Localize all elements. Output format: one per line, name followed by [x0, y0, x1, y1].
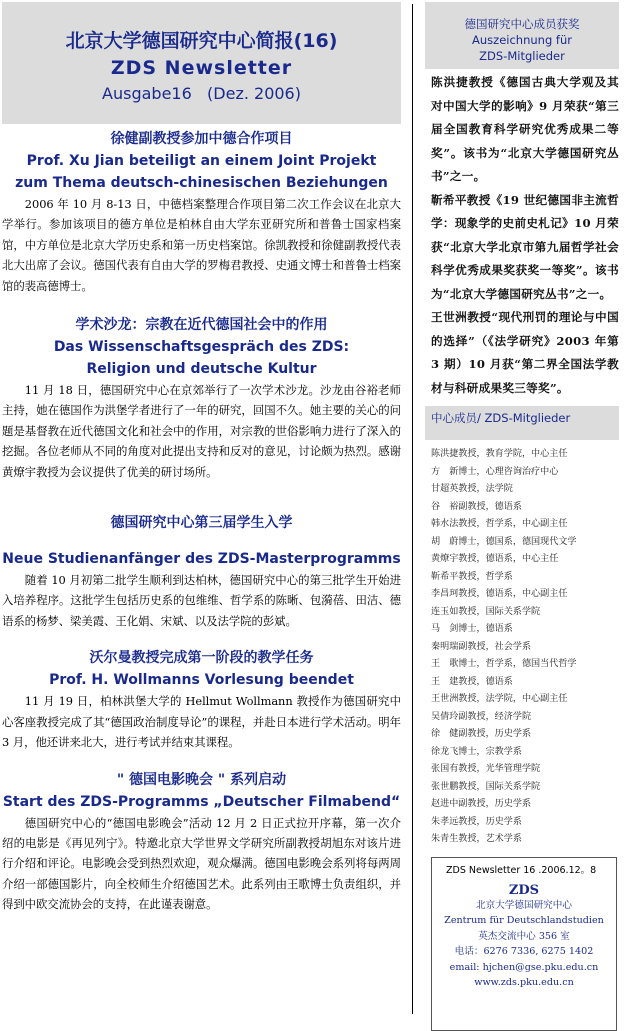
article [2, 647, 401, 752]
award-item: 王世洲教授“现代刑罚的理论与中国的选择”（《法学研究》2003 年第 3 期）10 月获“第二界全国法学教材与科研成果奖三等奖”。 [431, 310, 619, 395]
award-item: 靳希平教授《19 世纪德国非主流哲学：现象学的史前史札记》10 月荣获“北京大学北京市第九届哲学社会科学优秀成果奖获奖一等奖”。该书为“北京大学德国研究丛书”之一。 [431, 192, 619, 301]
article-heading-cn: 沃尔曼教授完成第一阶段的教学任务 [89, 650, 314, 667]
award-heading-box [425, 2, 619, 69]
article-body: 随着 10 月初第二批学生顺利到达柏林，德国研究中心的第三批学生开始进入培养程序。这批学生包括历史系的包维维、哲学系的陈晰、包漪蓓、田洁、德语系的杨梦、梁美霞、王化娟、宋斌、以及法学院的彭斌。 [2, 573, 401, 628]
member-item: 赵进中副教授，历史学系 [431, 799, 532, 809]
member-item: 徐龙飞博士，宗教学系 [431, 746, 522, 757]
article [2, 128, 401, 296]
member-item: 李昌珂教授，德语系，中心副主任 [431, 589, 568, 599]
member-item: 张世鹏教授，国际关系学院 [431, 781, 541, 792]
member-item: 王 歌博士，哲学系，德国当代哲学 [431, 659, 577, 669]
issue-line: Ausgabe16 (Dez. 2006) [102, 84, 301, 103]
article [2, 314, 401, 482]
member-item: 徐 健副教授，历史学系 [431, 729, 532, 739]
article-heading-cn: 德国研究中心第三届学生入学 [110, 515, 293, 532]
article-heading-de: Start des ZDS-Programms „Deutscher Filmabend“ [2, 793, 401, 810]
article-heading-de: Prof. H. Wollmanns Vorlesung beendet [49, 672, 354, 689]
page-footer-line: ZDS Newsletter 16 .2006.12。8 [446, 864, 597, 876]
member-item: 靳希平教授，哲学系 [431, 571, 513, 582]
award-item: 陈洪捷教授《德国古典大学观及其对中国大学的影响》9 月荣获“第三届全国教育科学研究优秀成果二等奖”。该书为“北京大学德国研究丛书”之一。 [431, 75, 619, 183]
article-heading-cn: 学术沙龙：宗教在近代德国社会中的作用 [75, 317, 328, 334]
phone-line: 电话：6276 7336, 6275 1402 [454, 946, 594, 957]
member-item: 王世洲教授，法学院，中心副主任 [431, 694, 568, 704]
article-heading-de: Das Wissenschaftsgespräch des ZDS: [53, 339, 350, 356]
website-link[interactable]: www.zds.pku.edu.cn [474, 977, 574, 988]
main-column [2, 2, 401, 915]
article-body: 11 月 19 日，柏林洪堡大学的 Hellmut Wollmann 教授作为德国研究中心客座教授完成了其“德国政治制度导论”的课程，并赴日本进行学术活动。明年 3 月，他还讲来北大，进行考试并结束其课程。 [2, 694, 401, 750]
member-item: 胡 蔚博士，德国系，德国现代文学 [431, 536, 577, 547]
center-name-cn: 北京大学德国研究中心 [476, 899, 572, 911]
member-item: 连玉如教授，国际关系学院 [431, 606, 541, 617]
member-item: 陈洪捷教授，教育学院，中心主任 [431, 449, 568, 459]
center-name-de: Zentrum für Deutschlandstudien [444, 915, 604, 926]
members-heading: 中心成员/ ZDS-Mitglieder [431, 411, 571, 425]
members-list [431, 446, 619, 849]
member-item: 马 剑博士，德语系 [431, 624, 513, 634]
award-list [431, 71, 619, 400]
member-item: 甘超英教授，法学院 [431, 484, 513, 494]
member-item: 方 新博士，心理咨询治疗中心 [431, 466, 559, 477]
contact-box [431, 857, 617, 1031]
article-heading-cn: " 德国电影晚会 " 系列启动 [116, 771, 287, 788]
article-body: 德国研究中心的“德国电影晚会”活动 12 月 2 日正式拉开序幕，第一次介绍的电影是《再见列宁》。特邀北京大学世界文学研究所副教授胡旭东对该片进行介绍和评论。电影晚会受到热烈欢迎，观众爆满。德国电影晚会系列将每两周介绍一部德国影片，向全校师生介绍德国艺术。此系列由王歌博士负责组织，并得到中欧交流协会的支持，在此谨表谢意。 [2, 815, 401, 912]
article [2, 769, 401, 915]
member-item: 黄燎宇教授，德语系，中心主任 [431, 554, 559, 564]
article-body: 2006 年 10 月 8-13 日，中德档案整理合作项目第二次工作会议在北京大学举行。参加该项目的德方单位是柏林自由大学东亚研究所和普鲁士国家档案馆，中方单位是北京大学历史系和第一历史档案馆。徐凯教授和徐健副教授代表北大出席了会议。德国代表有自由大学的罗梅君教授、史通文博士和普鲁士档案馆的裴高德博士。 [2, 197, 401, 293]
article-heading-de: Neue Studienanfänger des ZDS-Masterprogramms [2, 551, 401, 568]
award-heading-de: Auszeichnung für [472, 33, 572, 47]
members-heading-box [425, 406, 619, 440]
member-item: 吴倩玲副教授，经济学院 [431, 711, 532, 722]
member-item: 朱孝远教授，历史学系 [431, 816, 522, 827]
article-heading-de: Prof. Xu Jian beteiligt an einem Joint Projekt [26, 153, 377, 169]
room-address: 英杰交流中心 356 室 [478, 930, 570, 942]
award-heading-cn: 德国研究中心成员获奖 [464, 17, 580, 31]
sidebar [425, 2, 619, 1031]
newsletter-title-en: ZDS Newsletter [110, 57, 293, 79]
member-item: 王 建教授，德语系 [431, 676, 513, 687]
article-heading-cn: 徐健副教授参加中德合作项目 [110, 131, 293, 147]
masthead [2, 2, 401, 124]
member-item: 韩水法教授，哲学系，中心副主任 [431, 519, 568, 529]
member-item: 谷 裕副教授，德语系 [431, 501, 522, 512]
email-link[interactable]: email: hjchen@gse.pku.edu.cn [449, 961, 599, 973]
member-item: 秦明瑞副教授，社会学系 [431, 641, 532, 652]
column-divider [412, 4, 413, 1014]
member-item: 朱青生教授，艺术学系 [431, 834, 522, 844]
article-heading-de: Religion und deutsche Kultur [86, 361, 317, 378]
article [2, 512, 401, 631]
newsletter-title-cn: 北京大学德国研究中心简报(16) [65, 30, 338, 52]
award-heading-de: ZDS-Mitglieder [479, 49, 565, 63]
member-item: 张国有教授，光华管理学院 [431, 764, 541, 774]
article-body: 11 月 18 日，德国研究中心在京郊举行了一次学术沙龙。沙龙由谷裕老师主持，她在德国作为洪堡学者进行了一年的研究，回国不久。她主要的关心的问题是基督教在近代德国文化和社会中的作用，对宗教的世俗影响力进行了深入的挖掘。各位老师从不同的角度对此提出支持和反对的意见，讨论颇为热烈。感谢黄燎宇教授为会议提供了优美的研讨场所。 [2, 383, 401, 479]
zds-label: ZDS [508, 882, 540, 898]
article-heading-de: zum Thema deutsch-chinesischen Beziehungen [15, 175, 388, 191]
